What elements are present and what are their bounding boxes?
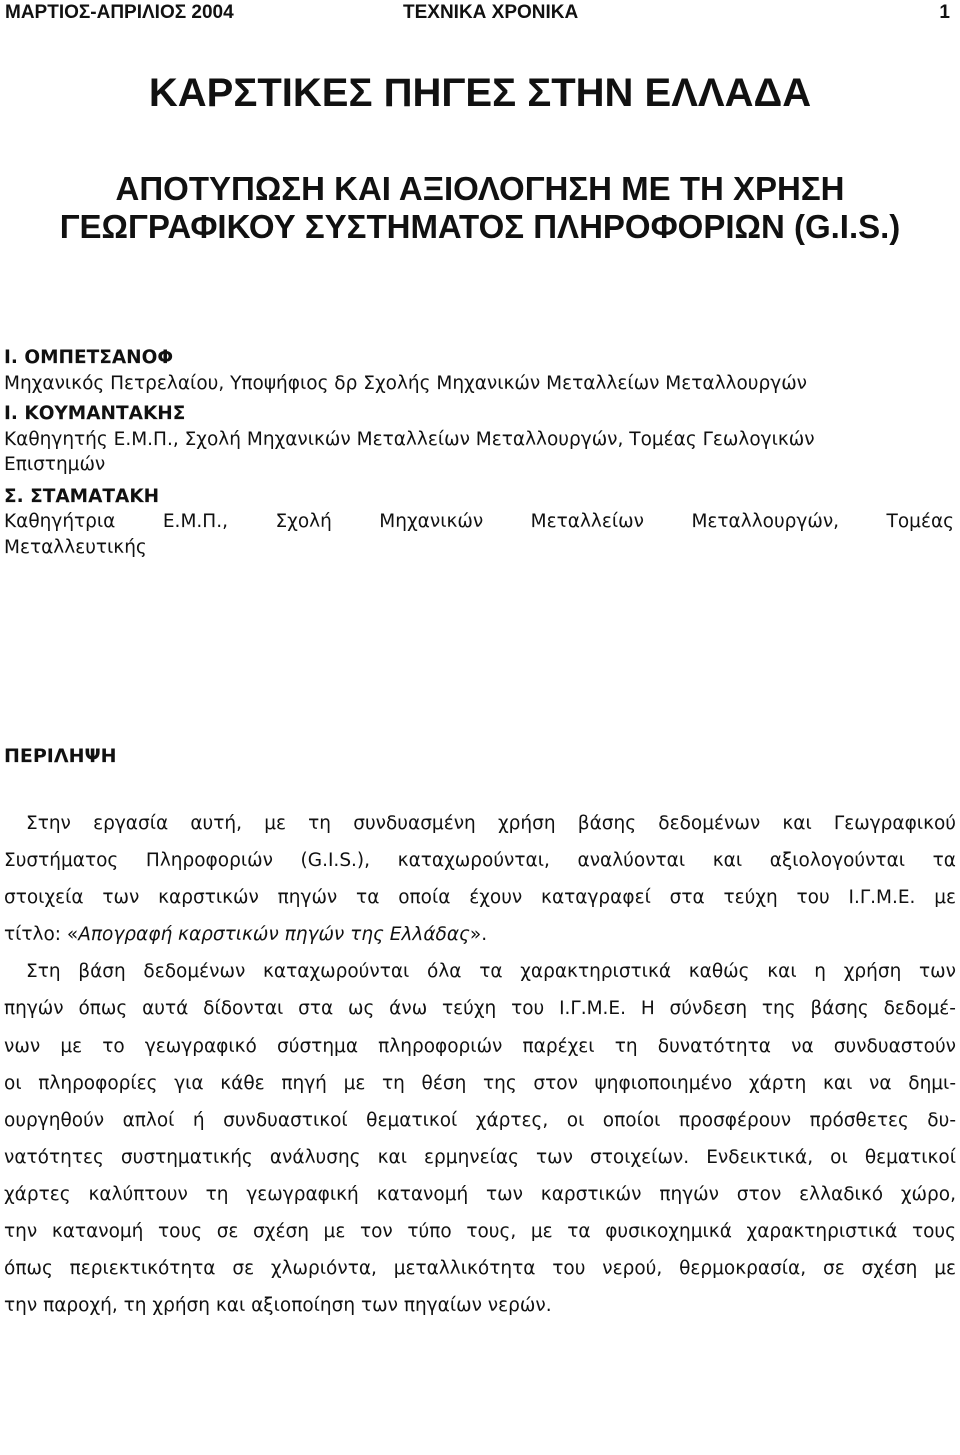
author-affiliation: Καθηγήτρια Ε.Μ.Π., Σχολή Μηχανικών Μεταλλείων Μεταλλουργών, Τομέας xyxy=(4,511,954,532)
text-line: όπως περιεκτικότητα σε χλωριόντα, μεταλλικότητα του νερού, θερμοκρασία, σε σχέση με xyxy=(4,1258,956,1280)
text-line: ουργηθούν απλοί ή συνδυαστικοί θεματικοί χάρτες, οι οποίοι προσφέρουν πρόσθετες δυ- xyxy=(4,1109,956,1131)
text-line: Στη βάση δεδομένων καταχωρούνται όλα τα χαρακτηριστικά καθώς και η χρήση των xyxy=(26,961,956,983)
text-line: την κατανομή τους σε σχέση με τον τύπο τους, με τα φυσικοχημικά χαρακτηριστικά τους xyxy=(4,1221,956,1243)
paper-title: ΚΑΡΣΤΙΚΕΣ ΠΗΓΕΣ ΣΤΗΝ ΕΛΛΑΔΑ xyxy=(148,71,812,115)
abstract-body xyxy=(4,805,956,1324)
text-line: πηγών όπως αυτά δίδονται στα ως άνω τεύχη του Ι.Γ.Μ.Ε. Η σύνδεση της βάσης δεδομέ- xyxy=(4,998,956,1020)
text-line: στοιχεία των καρστικών πηγών τα οποία έχουν καταγραφεί στα τεύχη του Ι.Γ.Μ.Ε. με xyxy=(4,887,956,909)
text-line: χάρτες καλύπτουν τη γεωγραφική κατανομή των καρστικών πηγών στον ελλαδικό χώρο, xyxy=(4,1183,956,1205)
author-affiliation: Επιστημών xyxy=(4,454,106,475)
text-line xyxy=(4,916,956,953)
author-affiliation: Μεταλλευτικής xyxy=(4,536,147,558)
text-line: την παροχή, τη χρήση και αξιοποίηση των πηγαίων νερών. xyxy=(4,1295,552,1317)
abstract-paragraph xyxy=(4,953,956,1324)
cited-title: Απογραφή καρστικών πηγών της Ελλάδας xyxy=(78,924,470,946)
text-fragment: ». xyxy=(469,924,488,946)
page-number: 1 xyxy=(939,2,950,23)
author-name: Ι. ΟΜΠΕΤΣΑΝΟΦ xyxy=(4,347,174,368)
paper-subtitle xyxy=(0,170,960,246)
author-affiliation: Καθηγητής Ε.Μ.Π., Σχολή Μηχανικών Μεταλλείων Μεταλλουργών, Τομέας Γεωλογικών xyxy=(4,428,815,450)
text-line: νων με το γεωγραφικό σύστημα πληροφοριών παρέχει τη δυνατότητα να συνδυαστούν xyxy=(4,1035,956,1057)
journal-name: ΤΕΧΝΙΚΑ ΧΡΟΝΙΚΑ xyxy=(403,2,579,23)
subtitle-line: ΑΠΟΤΥΠΩΣΗ ΚΑΙ ΑΞΙΟΛΟΓΗΣΗ ΜΕ ΤΗ ΧΡΗΣΗ xyxy=(115,170,845,207)
author-name: Σ. ΣΤΑΜΑΤΑΚΗ xyxy=(4,485,160,507)
issue-date: ΜΑΡΤΙΟΣ-ΑΠΡΙΛΙΟΣ 2004 xyxy=(5,2,234,23)
text-line: νατότητες συστηματικής ανάλυσης και ερμηνείας των στοιχείων. Ενδεικτικά, οι θεματικοί xyxy=(4,1146,956,1168)
running-header xyxy=(5,2,950,24)
author-list xyxy=(4,345,954,560)
text-fragment: τίτλο: « xyxy=(4,924,79,946)
author-affiliation: Μηχανικός Πετρελαίου, Υποψήφιος δρ Σχολής Μηχανικών Μεταλλείων Μεταλλουργών xyxy=(4,372,808,394)
author-name: Ι. ΚΟΥΜΑΝΤΑΚΗΣ xyxy=(4,403,186,424)
text-line: Συστήματος Πληροφοριών (G.I.S.), καταχωρούνται, αναλύονται και αξιολογούνται τα xyxy=(4,850,956,872)
text-line: Στην εργασία αυτή, με τη συνδυασμένη χρήση βάσης δεδομένων και Γεωγραφικού xyxy=(26,813,956,834)
abstract-heading: ΠΕΡΙΛΗΨΗ xyxy=(4,745,117,767)
subtitle-line: ΓΕΩΓΡΑΦΙΚΟΥ ΣΥΣΤΗΜΑΤΟΣ ΠΛΗΡΟΦΟΡΙΩΝ (G.I.S.) xyxy=(59,208,901,245)
text-line: οι πληροφορίες για κάθε πηγή με τη θέση της στον ψηφιοποιημένο χάρτη και να δημι- xyxy=(4,1072,956,1094)
abstract-paragraph xyxy=(4,805,956,953)
